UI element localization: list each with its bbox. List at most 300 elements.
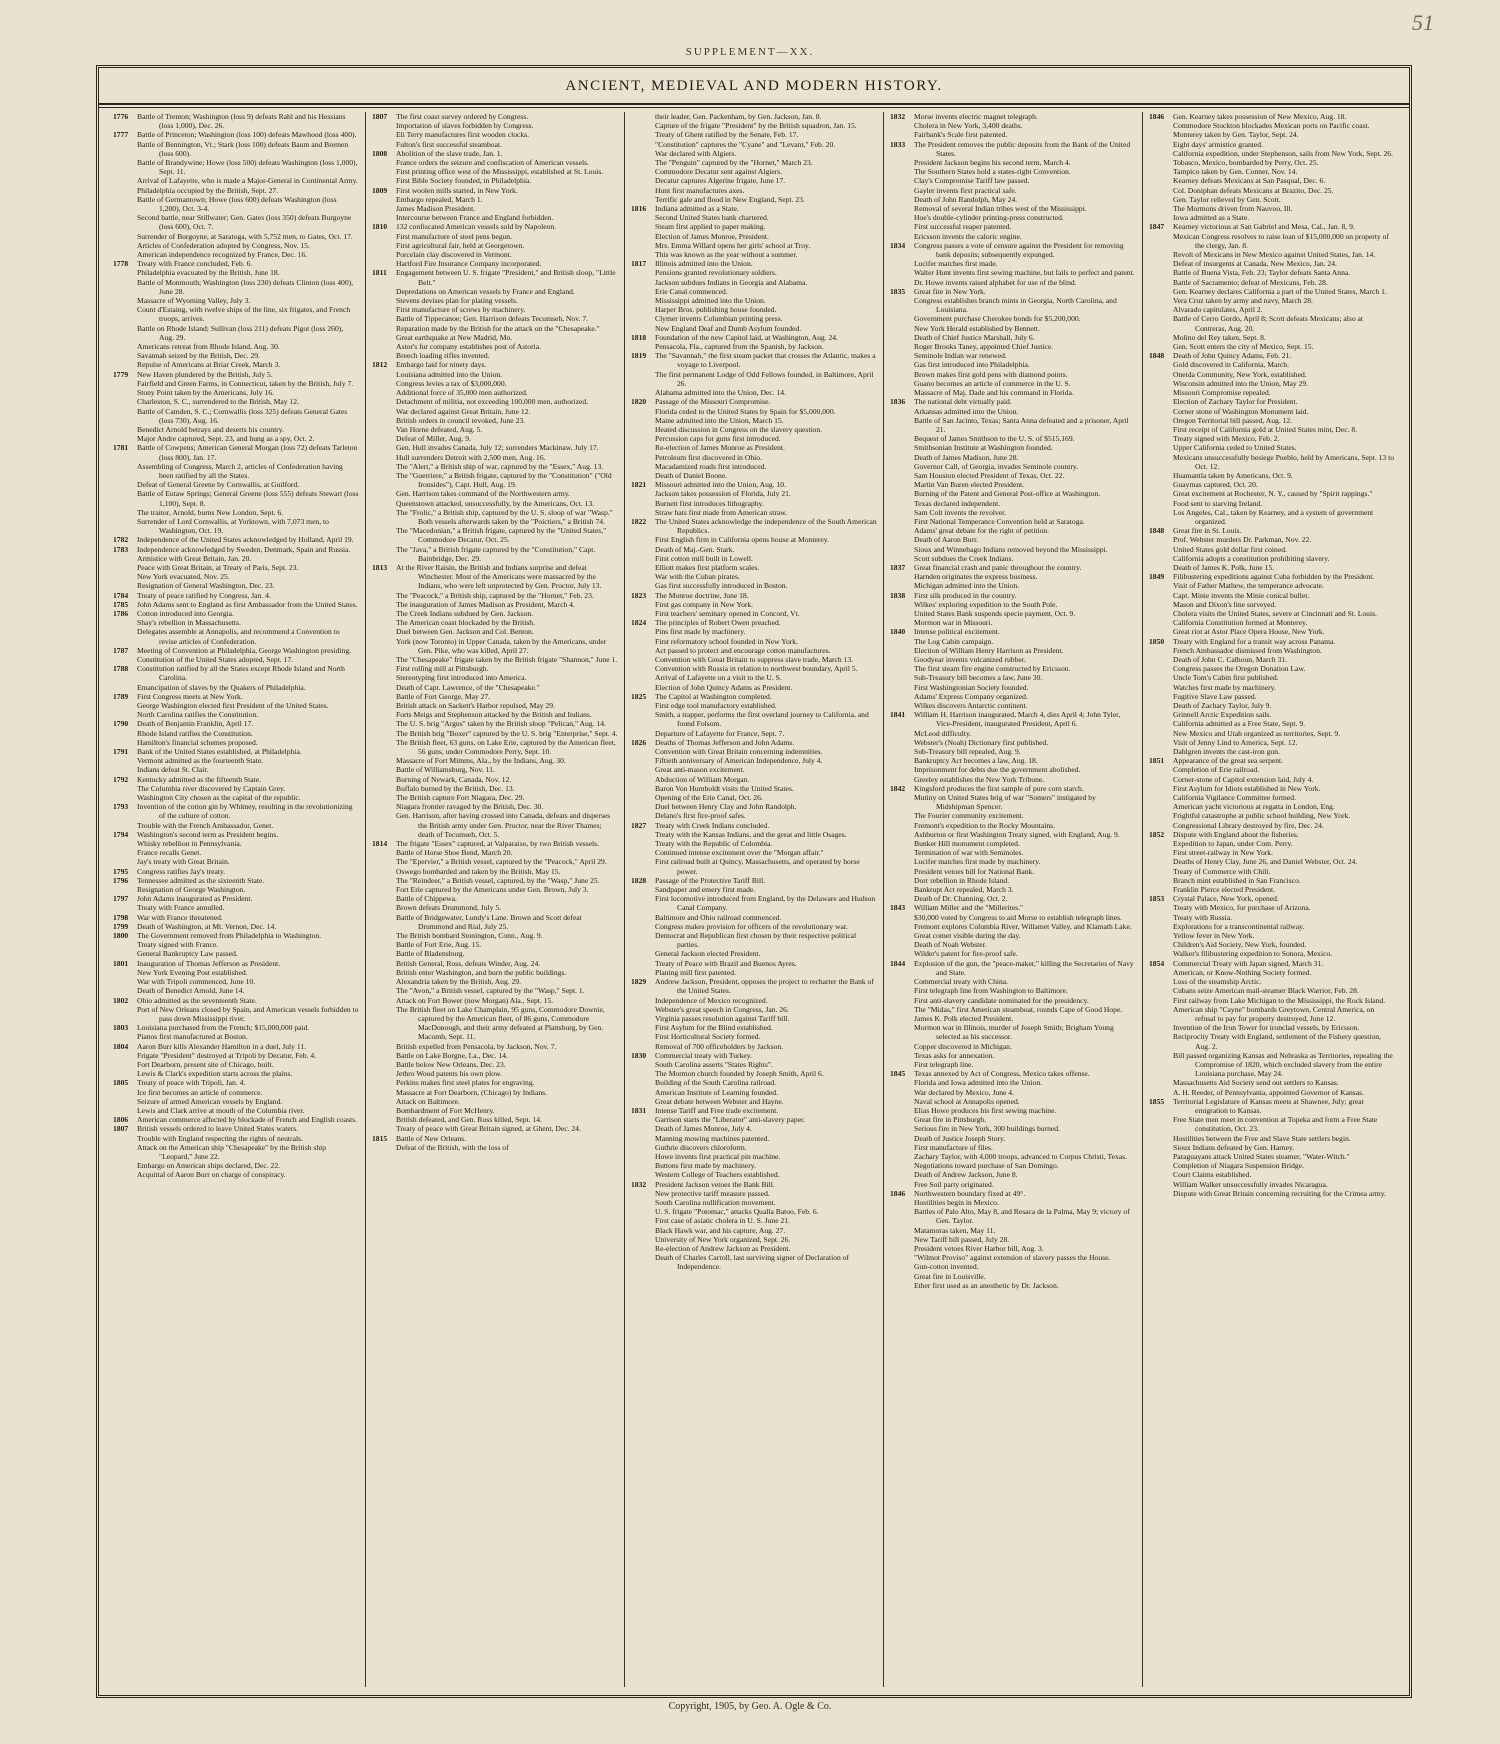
timeline-entry xyxy=(631,729,877,738)
entry-text: The frigate "Essex" captured, at Valparaiso, by two British vessels. xyxy=(396,839,600,849)
timeline-entry xyxy=(372,1078,618,1087)
entry-year xyxy=(631,894,655,912)
timeline-entry xyxy=(372,149,618,158)
timeline-entry xyxy=(372,112,618,121)
entry-text: Treaty signed with Mexico, Feb. 2. xyxy=(1173,434,1280,444)
entry-year xyxy=(631,931,655,949)
entry-year xyxy=(631,416,655,425)
entry-text: Oregon Territorial bill passed, Aug. 12. xyxy=(1173,415,1293,425)
timeline-entry xyxy=(890,793,1136,811)
entry-text: Gen. Harrison takes command of the Northwestern army. xyxy=(396,489,570,499)
timeline-entry xyxy=(1149,821,1395,830)
entry-year xyxy=(890,232,914,241)
entry-year xyxy=(1149,360,1173,369)
entry-text: Baron Von Humboldt visits the United States. xyxy=(655,783,794,793)
entry-year xyxy=(631,287,655,296)
timeline-entry xyxy=(631,1032,877,1041)
entry-text: Florida ceded to the United States by Spain for $5,000,000. xyxy=(655,406,836,416)
timeline-entry xyxy=(631,1042,877,1051)
entry-text: Clay's Compromise Tariff law passed. xyxy=(914,176,1030,186)
timeline-entry xyxy=(631,425,877,434)
entry-year xyxy=(113,701,137,710)
entry-year: 1781 xyxy=(113,443,129,453)
entry-year xyxy=(890,379,914,388)
entry-year xyxy=(372,324,396,333)
entry-text: New Mexico and Utah organized as territories, Sept. 9. xyxy=(1173,728,1341,738)
entry-year xyxy=(113,765,137,774)
timeline-entry xyxy=(631,1005,877,1014)
timeline-entry xyxy=(1149,692,1395,701)
timeline-entry xyxy=(890,1152,1136,1161)
entry-text: Embargo on American ships declared, Dec. 22. xyxy=(137,1161,281,1171)
entry-text: Jay's treaty with Great Britain. xyxy=(137,857,230,867)
entry-year: 1834 xyxy=(890,240,906,250)
entry-year xyxy=(372,259,396,268)
timeline-entry xyxy=(1149,333,1395,342)
timeline-entry xyxy=(372,305,618,314)
entry-text: Adams' Express Company organized. xyxy=(914,691,1028,701)
timeline-entry xyxy=(1149,499,1395,508)
entry-year xyxy=(631,563,655,572)
timeline-entry xyxy=(1149,278,1395,287)
entry-year xyxy=(890,121,914,130)
timeline-entry xyxy=(890,1097,1136,1106)
entry-year xyxy=(113,241,137,250)
entry-text: Democrat and Republican first chosen by their respective political parties. xyxy=(655,931,857,950)
entry-year xyxy=(113,1060,137,1069)
entry-text: Attack on Fort Bower (now Morgan) Ala., Sept. 15. xyxy=(396,995,554,1005)
entry-text: Buttons first made by machinery. xyxy=(655,1161,756,1171)
entry-year xyxy=(631,425,655,434)
entry-year xyxy=(372,158,396,167)
entry-text: Embargo repealed, March 1. xyxy=(396,194,483,204)
timeline-entry xyxy=(113,885,359,894)
entry-year xyxy=(1149,278,1173,287)
timeline-entry xyxy=(631,471,877,480)
timeline-entry xyxy=(372,903,618,912)
timeline-entry xyxy=(1149,213,1395,222)
entry-year xyxy=(372,370,396,379)
entry-year: 1816 xyxy=(631,204,647,214)
timeline-entry xyxy=(1149,1189,1395,1198)
entry-text: British expelled from Pensacola, by Jackson, Nov. 7. xyxy=(396,1041,557,1051)
entry-text: Dr. Howe invents raised alphabet for use of the blind. xyxy=(914,277,1077,287)
entry-text: The "Java," a British frigate captured by the "Constitution," Capt. Bainbridge, Dec. 29. xyxy=(396,544,596,563)
timeline-entry xyxy=(890,618,1136,627)
entry-year xyxy=(1149,314,1173,332)
entry-text: Yellow fever in New York. xyxy=(1173,931,1255,941)
timeline-entry xyxy=(113,655,359,664)
entry-year: 1784 xyxy=(113,590,129,600)
entry-year xyxy=(890,913,914,922)
entry-year xyxy=(631,508,655,517)
entry-year xyxy=(372,784,396,793)
entry-year xyxy=(631,545,655,554)
timeline-entry xyxy=(890,830,1136,839)
entry-text: First railway from Lake Michigan to the Mississippi, the Rock Island. xyxy=(1173,995,1386,1005)
timeline-entry xyxy=(113,1032,359,1041)
entry-year xyxy=(631,1161,655,1170)
entry-text: Kearney victorious at San Gabriel and Mesa, Cal., Jan. 8, 9. xyxy=(1173,222,1355,232)
timeline-entry xyxy=(1149,811,1395,820)
entry-year xyxy=(1149,784,1173,793)
entry-text: Gen. Harrison, after having crossed into Canada, defeats and disperses the British army under Gen. Proctor, near the River Thames; death of Tecumseh, Oct. 5. xyxy=(396,811,611,839)
entry-text: Intercourse between France and England forbidden. xyxy=(396,213,554,223)
timeline-entry xyxy=(890,876,1136,885)
timeline-entry xyxy=(113,683,359,692)
timeline-entry xyxy=(113,867,359,876)
entry-text: Invention of the Iron Tower for ironclad vessels, by Ericsson. xyxy=(1173,1023,1360,1033)
entry-year xyxy=(1149,802,1173,811)
entry-text: British defeated, and Gen. Ross killed, Sept. 14. xyxy=(396,1115,542,1125)
entry-text: Second United States bank chartered. xyxy=(655,213,769,223)
timeline-entry xyxy=(631,112,877,121)
timeline-entry xyxy=(113,1023,359,1032)
entry-year xyxy=(631,232,655,241)
timeline-entry xyxy=(1149,526,1395,535)
entry-year xyxy=(1149,379,1173,388)
entry-year xyxy=(890,765,914,774)
timeline-entry xyxy=(890,591,1136,600)
timeline-entry xyxy=(113,250,359,259)
timeline-entry xyxy=(372,692,618,701)
timeline-entry xyxy=(1149,609,1395,618)
timeline-entry xyxy=(631,1207,877,1216)
entry-text: Intense political excitement. xyxy=(914,627,1000,637)
entry-text: Crystal Palace, New York, opened. xyxy=(1173,894,1279,904)
entry-year xyxy=(631,765,655,774)
timeline-entry xyxy=(1149,140,1395,149)
entry-text: Garrison starts the "Liberator" anti-slavery paper. xyxy=(655,1115,806,1125)
timeline-entry xyxy=(631,1216,877,1225)
entry-text: Great debate between Webster and Hayne. xyxy=(655,1096,784,1106)
entry-year: 1803 xyxy=(113,1023,129,1033)
entry-year xyxy=(113,627,137,645)
timeline-entry xyxy=(1149,600,1395,609)
entry-year: 1831 xyxy=(631,1105,647,1115)
timeline-entry xyxy=(1149,1051,1395,1079)
entry-year xyxy=(631,112,655,121)
entry-text: Burnett first introduces lithography. xyxy=(655,498,764,508)
entry-text: Webster's (Noah) Dictionary first published. xyxy=(914,737,1049,747)
entry-text: Convention with Great Britain to suppress slave trade, March 13. xyxy=(655,654,854,664)
entry-year xyxy=(890,1180,914,1189)
entry-text: Serious fire in New York, 300 buildings burned. xyxy=(914,1124,1060,1134)
timeline-entry xyxy=(113,241,359,250)
timeline-entry xyxy=(890,1069,1136,1078)
timeline-entry xyxy=(631,1097,877,1106)
entry-text: Negotiations toward purchase of San Domingo. xyxy=(914,1161,1059,1171)
timeline-entry xyxy=(372,931,618,940)
entry-year xyxy=(890,618,914,627)
timeline-entry xyxy=(890,499,1136,508)
timeline-entry xyxy=(631,1189,877,1198)
entry-text: New Haven plundered by the British, July 5. xyxy=(137,369,273,379)
entry-text: Battle on Lake Borgne, La., Dec. 14. xyxy=(396,1050,508,1060)
entry-year: 1792 xyxy=(113,774,129,784)
timeline-entry xyxy=(372,241,618,250)
timeline-entry xyxy=(631,167,877,176)
entry-text: The national debt virtually paid. xyxy=(914,397,1012,407)
entry-text: Bankruptcy Act becomes a law, Aug. 18. xyxy=(914,756,1038,766)
entry-year: 1842 xyxy=(890,783,906,793)
timeline-entry xyxy=(1149,949,1395,958)
timeline-entry xyxy=(631,913,877,922)
entry-year: 1819 xyxy=(631,351,647,361)
entry-year xyxy=(890,885,914,894)
entry-text: Congress ratifies Jay's treaty. xyxy=(137,866,226,876)
timeline-entry xyxy=(1149,729,1395,738)
entry-text: Massachusetts Aid Society send out settlers to Kansas. xyxy=(1173,1078,1339,1088)
entry-year xyxy=(631,1226,655,1235)
timeline-entry xyxy=(890,314,1136,323)
entry-year xyxy=(113,1069,137,1078)
timeline-entry xyxy=(1149,1143,1395,1152)
entry-year: 1782 xyxy=(113,535,129,545)
entry-text: The Capitol at Washington completed. xyxy=(655,691,772,701)
entry-text: Seminole Indian war renewed. xyxy=(914,351,1007,361)
timeline-entry xyxy=(890,1134,1136,1143)
entry-text: Mississippi admitted into the Union. xyxy=(655,296,766,306)
entry-year xyxy=(631,830,655,839)
timeline-entry xyxy=(113,554,359,563)
entry-text: The Southern States hold a states-right Convention. xyxy=(914,167,1071,177)
entry-year xyxy=(1149,1032,1173,1050)
timeline-entry xyxy=(372,296,618,305)
timeline-entry xyxy=(631,609,877,618)
timeline-entry xyxy=(113,1124,359,1133)
entry-text: Commercial treaty with Turkey. xyxy=(655,1050,752,1060)
entry-year xyxy=(1149,268,1173,277)
timeline-entry xyxy=(1149,894,1395,903)
entry-year xyxy=(372,609,396,618)
entry-year xyxy=(1149,903,1173,912)
entry-text: Stevens devises plan for plating vessels. xyxy=(396,296,518,306)
timeline-entry xyxy=(631,1078,877,1087)
entry-year xyxy=(1149,121,1173,130)
timeline-entry xyxy=(631,250,877,259)
timeline-entry xyxy=(631,434,877,443)
entry-text: Battle on Rhode Island; Sullivan (loss 211) defeats Pigot (loss 260), Aug. 29. xyxy=(137,323,344,342)
entry-text: First case of asiatic cholera in U. S. June 21. xyxy=(655,1216,790,1226)
entry-year xyxy=(890,186,914,195)
entry-text: Imprisonment for debts due the government abolished. xyxy=(914,765,1081,775)
timeline-entry xyxy=(1149,268,1395,277)
timeline-entry xyxy=(890,885,1136,894)
entry-year xyxy=(890,1235,914,1244)
timeline-entry xyxy=(631,894,877,912)
entry-year xyxy=(1149,581,1173,590)
entry-text: Lewis & Clark's expedition starts across the plains. xyxy=(137,1069,293,1079)
entry-text: The first steam fire engine constructed by Ericsson. xyxy=(914,664,1071,674)
timeline-entry xyxy=(1149,867,1395,876)
entry-year xyxy=(1149,453,1173,471)
entry-year xyxy=(372,121,396,130)
entry-text: Death of Andrew Jackson, June 8. xyxy=(914,1170,1018,1180)
timeline-entry xyxy=(631,222,877,231)
entry-text: Mrs. Emma Willard opens her girls' school at Troy. xyxy=(655,240,811,250)
timeline-entry xyxy=(1149,314,1395,332)
entry-year xyxy=(1149,710,1173,719)
timeline-entry xyxy=(372,489,618,498)
entry-text: First English firm in California opens house at Monterey. xyxy=(655,535,829,545)
timeline-entry xyxy=(890,986,1136,995)
entry-year xyxy=(631,499,655,508)
timeline-entry xyxy=(372,324,618,333)
entry-text: Removal of several Indian tribes west of the Mississippi. xyxy=(914,204,1087,214)
timeline-entry xyxy=(372,1124,618,1133)
entry-text: Battle of Monmouth; Washington (loss 230) defeats Clinton (loss 400), June 28. xyxy=(137,277,354,296)
timeline-entry xyxy=(1149,407,1395,416)
entry-year xyxy=(1149,821,1173,830)
timeline-entry xyxy=(1149,480,1395,489)
entry-year xyxy=(890,821,914,830)
entry-text: Resignation of General Washington, Dec. 23. xyxy=(137,581,275,591)
entry-year xyxy=(113,655,137,664)
entry-text: "Constitution" captures the "Cyane" and "Levant," Feb. 20. xyxy=(655,139,836,149)
entry-year xyxy=(372,241,396,250)
timeline-entry xyxy=(1149,342,1395,351)
timeline-entry xyxy=(631,1226,877,1235)
timeline-entry xyxy=(631,821,877,830)
entry-text: Pianos first manufactured at Boston. xyxy=(137,1032,248,1042)
entry-year xyxy=(1149,471,1173,480)
entry-year xyxy=(372,195,396,204)
entry-text: The U. S. brig "Argus" taken by the British sloop "Pelican," Aug. 14. xyxy=(396,719,606,729)
copyright-footer: Copyright, 1905, by Geo. A. Ogle & Co. xyxy=(668,1701,832,1712)
timeline-entry xyxy=(890,1088,1136,1097)
entry-year: 1786 xyxy=(113,608,129,618)
entry-text: The inauguration of James Madison as President, March 4. xyxy=(396,599,575,609)
timeline-entry xyxy=(372,591,618,600)
entry-year xyxy=(631,1216,655,1225)
timeline-entry xyxy=(890,811,1136,820)
entry-text: Naval school at Annapolis opened. xyxy=(914,1096,1020,1106)
entry-year xyxy=(631,922,655,931)
entry-text: Black Hawk war, and his capture, Aug. 27. xyxy=(655,1225,786,1235)
timeline-entry xyxy=(890,388,1136,397)
entry-text: John Adams sent to England as first Ambassador from the United States. xyxy=(137,599,358,609)
entry-year xyxy=(113,434,137,443)
timeline-entry xyxy=(631,977,877,995)
timeline-entry xyxy=(890,296,1136,314)
timeline-entry xyxy=(1149,903,1395,912)
entry-text: Abduction of William Morgan. xyxy=(655,774,750,784)
entry-year xyxy=(1149,885,1173,894)
entry-year xyxy=(1149,195,1173,204)
timeline-entry xyxy=(372,1143,618,1152)
entry-text: Vera Cruz taken by army and navy, March 28. xyxy=(1173,296,1313,306)
entry-text: Sioux Indians defeated by Gen. Harney. xyxy=(1173,1142,1295,1152)
timeline-entry xyxy=(372,627,618,636)
entry-text: Congressional Library destroyed by fire, Dec. 24. xyxy=(1173,820,1324,830)
entry-text: Peace with Great Britain, at Treaty of Paris, Sept. 23. xyxy=(137,562,299,572)
entry-text: Louisiana admitted into the Union. xyxy=(396,369,503,379)
timeline-entry xyxy=(890,535,1136,544)
entry-text: The "Frolic," a British ship, captured by the U. S. sloop of war "Wasp." Both vessels afterwards taken by the "Poictiers," a British 74. xyxy=(396,507,613,526)
timeline-entry xyxy=(1149,802,1395,811)
entry-text: Lewis and Clark arrive at mouth of the Columbia river. xyxy=(137,1105,305,1115)
timeline-entry xyxy=(372,526,618,544)
entry-year xyxy=(1149,407,1173,416)
entry-year: 1794 xyxy=(113,829,129,839)
timeline-entry xyxy=(890,1042,1136,1051)
timeline-entry xyxy=(372,268,618,286)
entry-year xyxy=(1149,397,1173,406)
timeline-entry xyxy=(372,802,618,811)
entry-text: The traitor, Arnold, burns New London, Sept. 6. xyxy=(137,507,284,517)
entry-year xyxy=(113,1106,137,1115)
entry-year xyxy=(1149,857,1173,866)
entry-text: New York Herald established by Bennett. xyxy=(914,323,1040,333)
entry-year xyxy=(890,535,914,544)
entry-text: Death of Justice Joseph Story. xyxy=(914,1133,1006,1143)
entry-year xyxy=(890,857,914,866)
entry-text: Election of Zachary Taylor for President. xyxy=(1173,397,1298,407)
entry-text: The "Midas," first American steamboat, rounds Cape of Good Hope. xyxy=(914,1004,1123,1014)
timeline-entry xyxy=(890,913,1136,922)
timeline-entry xyxy=(1149,158,1395,167)
entry-text: New protective tariff measure passed. xyxy=(655,1188,770,1198)
entry-text: Gen. Taylor relieved by Gen. Scott. xyxy=(1173,194,1281,204)
timeline-entry xyxy=(1149,195,1395,204)
entry-text: Battle of Chippewa. xyxy=(396,894,457,904)
entry-year xyxy=(631,535,655,544)
title-rule xyxy=(99,103,1409,108)
entry-year xyxy=(890,692,914,701)
timeline-entry xyxy=(631,397,877,406)
entry-year xyxy=(372,167,396,176)
entry-year xyxy=(631,802,655,811)
entry-year xyxy=(113,839,137,848)
entry-year xyxy=(372,1115,396,1124)
entry-text: Guano becomes an article of commerce in the U. S. xyxy=(914,378,1071,388)
timeline-entry xyxy=(113,986,359,995)
entry-text: United States gold dollar first coined. xyxy=(1173,544,1287,554)
entry-text: Embargo laid for ninety days. xyxy=(396,360,487,370)
entry-year xyxy=(631,637,655,646)
timeline-entry xyxy=(113,968,359,977)
timeline-entry xyxy=(890,508,1136,517)
entry-text: Lucifer matches first made by machinery. xyxy=(914,857,1041,867)
timeline-entry xyxy=(372,683,618,692)
timeline-entry xyxy=(372,959,618,968)
entry-text: First street-railway in New York. xyxy=(1173,848,1273,858)
entry-year xyxy=(631,1198,655,1207)
timeline-entry xyxy=(631,563,877,572)
entry-text: Huamantla taken by Americans, Oct. 9. xyxy=(1173,470,1293,480)
entry-year xyxy=(631,683,655,692)
entry-year xyxy=(113,1032,137,1041)
timeline-entry xyxy=(890,1198,1136,1207)
entry-year: 1814 xyxy=(372,839,388,849)
timeline-entry xyxy=(631,480,877,489)
entry-text: Convention with Great Britain concerning indemnities. xyxy=(655,747,823,757)
entry-year xyxy=(372,526,396,544)
entry-text: Manning mowing machines patented. xyxy=(655,1133,770,1143)
timeline-entry xyxy=(890,1014,1136,1023)
timeline-entry xyxy=(372,793,618,802)
timeline-entry xyxy=(631,922,877,931)
timeline-entry xyxy=(113,738,359,747)
entry-year xyxy=(1149,1051,1173,1079)
entry-text: Battle of Bennington, Vt.; Stark (loss 100) defeats Baum and Bremen (loss 600). xyxy=(137,139,349,158)
entry-text: First manufacture of screws by machinery. xyxy=(396,305,526,315)
entry-year xyxy=(1149,1152,1173,1161)
timeline-entry xyxy=(890,517,1136,526)
timeline-entry xyxy=(372,140,618,149)
entry-year: 1809 xyxy=(372,185,388,195)
